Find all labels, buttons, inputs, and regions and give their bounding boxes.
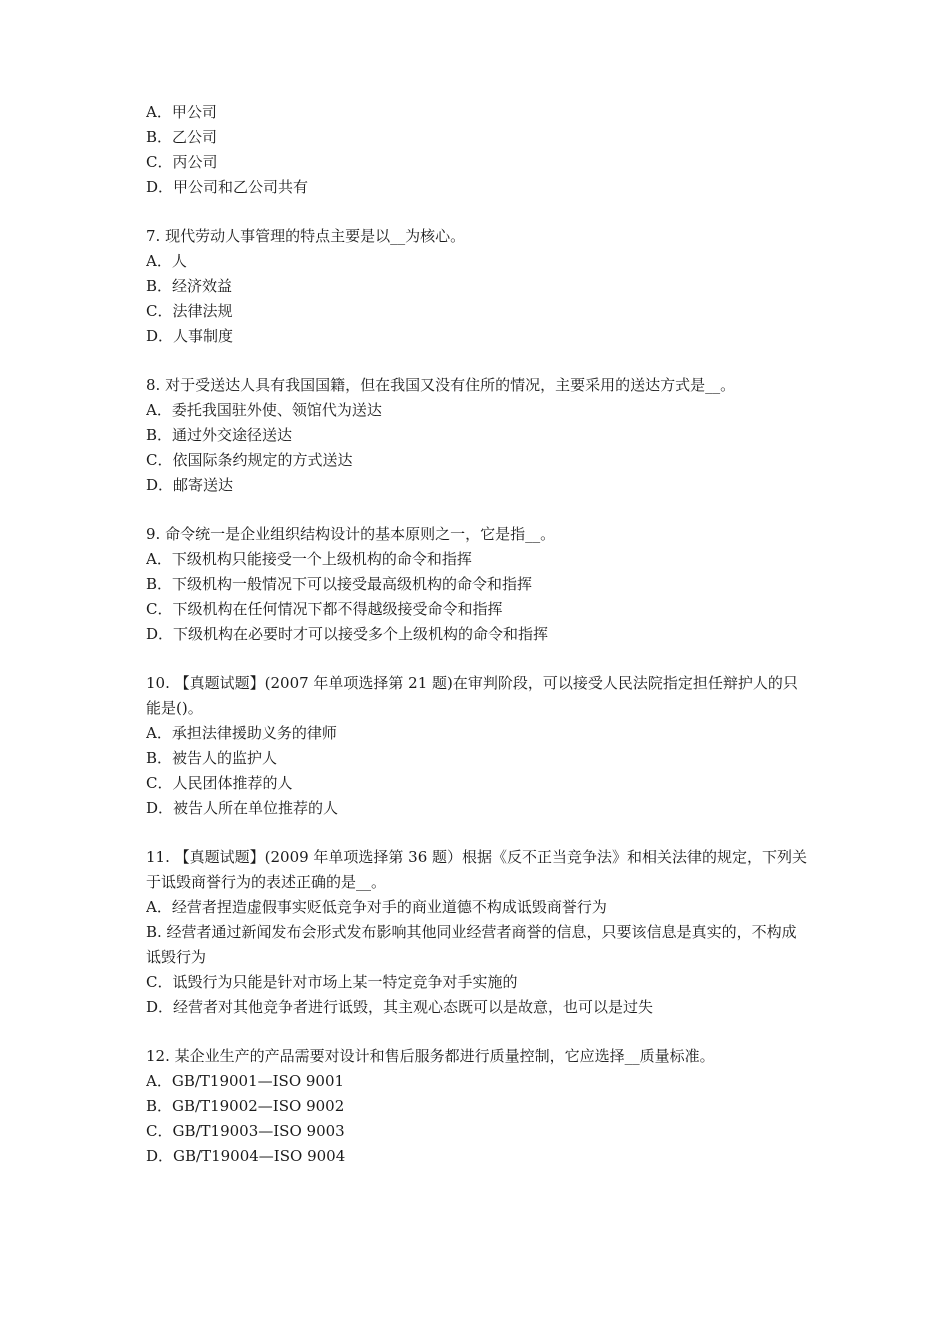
option-c: C．人民团体推荐的人 — [146, 774, 293, 792]
option-b: B．被告人的监护人 — [146, 749, 278, 767]
question-11 — [146, 845, 810, 1020]
option-d: D．被告人所在单位推荐的人 — [146, 799, 339, 817]
option-a: A．委托我国驻外使、领馆代为送达 — [146, 401, 382, 419]
option-a: A．经营者捏造虚假事实贬低竞争对手的商业道德不构成诋毁商誉行为 — [146, 898, 607, 916]
option-b: B. 经营者通过新闻发布会形式发布影响其他同业经营者商誉的信息，只要该信息是真实的，不构成诋毁行为 — [146, 923, 797, 966]
option-c: C．诋毁行为只能是针对市场上某一特定竞争对手实施的 — [146, 973, 518, 991]
option-b: B．经济效益 — [146, 277, 233, 295]
option-d: D．经营者对其他竞争者进行诋毁，其主观心态既可以是故意，也可以是过失 — [146, 998, 654, 1016]
option-c: C．GB/T19003—ISO 9003 — [146, 1122, 345, 1140]
question-7 — [146, 224, 810, 349]
question-stem: 12. 某企业生产的产品需要对设计和售后服务都进行质量控制，它应选择__质量标准。 — [146, 1047, 715, 1065]
option-a: A．GB/T19001—ISO 9001 — [146, 1072, 345, 1090]
option-b: B．乙公司 — [146, 128, 218, 146]
option-c: C．法律法规 — [146, 302, 233, 320]
option-c: C．依国际条约规定的方式送达 — [146, 451, 353, 469]
question-8 — [146, 373, 810, 498]
option-a: A．甲公司 — [146, 103, 217, 121]
option-c: C．丙公司 — [146, 153, 218, 171]
question-6-options — [146, 100, 810, 200]
option-a: A．承担法律援助义务的律师 — [146, 724, 337, 742]
option-d: D．人事制度 — [146, 327, 234, 345]
question-12 — [146, 1044, 810, 1169]
question-stem: 8. 对于受送达人具有我国国籍，但在我国又没有住所的情况，主要采用的送达方式是__。 — [146, 376, 736, 394]
option-d: D．甲公司和乙公司共有 — [146, 178, 309, 196]
option-b: B．GB/T19002—ISO 9002 — [146, 1097, 345, 1115]
option-a: A．下级机构只能接受一个上级机构的命令和指挥 — [146, 550, 472, 568]
question-stem: 10. 【真题试题】(2007 年单项选择第 21 题)在审判阶段，可以接受人民法院指定担任辩护人的只能是()。 — [146, 674, 798, 717]
option-b: B．下级机构一般情况下可以接受最高级机构的命令和指挥 — [146, 575, 533, 593]
question-9 — [146, 522, 810, 647]
option-d: D．下级机构在必要时才可以接受多个上级机构的命令和指挥 — [146, 625, 549, 643]
question-stem: 9. 命令统一是企业组织结构设计的基本原则之一，它是指__。 — [146, 525, 556, 543]
question-stem: 7. 现代劳动人事管理的特点主要是以__为核心。 — [146, 227, 466, 245]
option-d: D．邮寄送达 — [146, 476, 234, 494]
question-10 — [146, 671, 810, 821]
option-c: C．下级机构在任何情况下都不得越级接受命令和指挥 — [146, 600, 503, 618]
option-b: B．通过外交途径送达 — [146, 426, 293, 444]
option-a: A．人 — [146, 252, 187, 270]
question-stem: 11. 【真题试题】(2009 年单项选择第 36 题）根据《反不正当竞争法》和相关法律的规定，下列关于诋毁商誉行为的表述正确的是__。 — [146, 848, 808, 891]
page-content — [146, 100, 810, 1193]
option-d: D．GB/T19004—ISO 9004 — [146, 1147, 346, 1165]
